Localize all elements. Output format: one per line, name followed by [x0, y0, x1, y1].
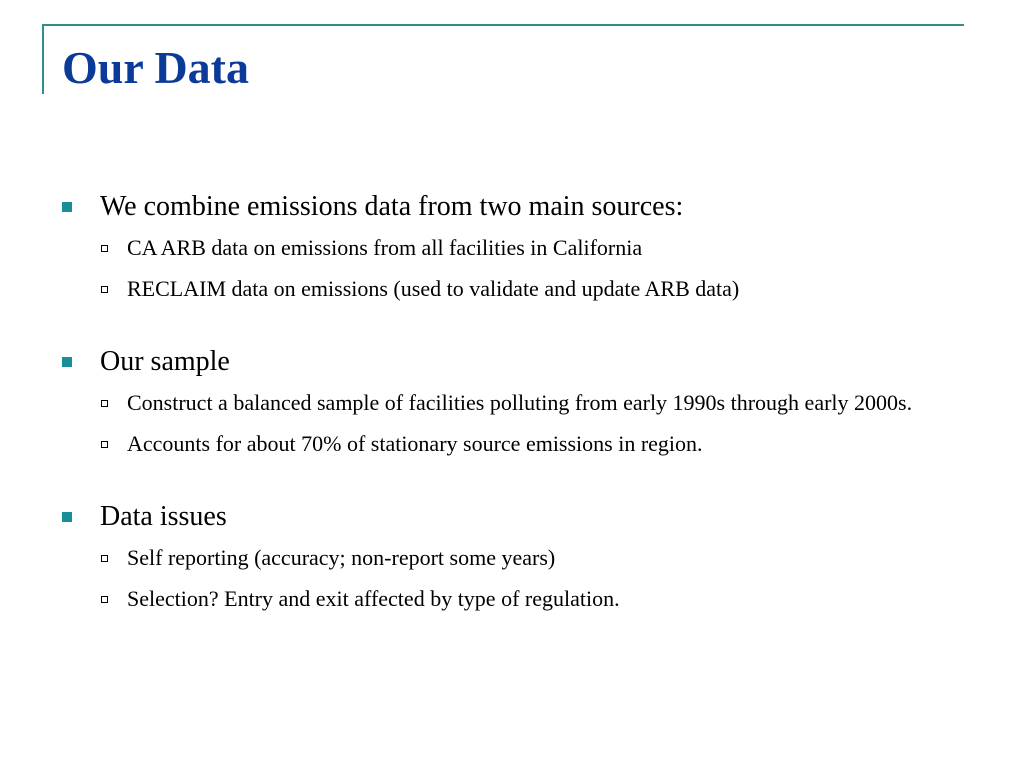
sub-bullet-list [101, 385, 962, 461]
sub-bullet-text: CA ARB data on emissions from all facilities in California [127, 235, 643, 260]
sub-bullet-text: RECLAIM data on emissions (used to validate and update ARB data) [127, 276, 740, 301]
sub-bullet-text: Construct a balanced sample of facilities polluting from early 1990s through early 2000s. [127, 390, 913, 415]
bullet-text: Our sample [100, 346, 230, 377]
sub-bullet [101, 581, 962, 616]
square-bullet-icon [62, 357, 72, 367]
sub-bullet-list [101, 540, 962, 616]
bullet-text: We combine emissions data from two main sources: [100, 191, 684, 222]
bullet-group-issues [62, 497, 962, 616]
hollow-square-bullet-icon [101, 286, 108, 293]
sub-bullet-text: Accounts for about 70% of stationary source emissions in region. [127, 431, 703, 456]
title-frame-vertical-line [42, 24, 44, 94]
slide-content [62, 187, 962, 652]
bullet-level1 [62, 187, 962, 227]
sub-bullet [101, 540, 962, 575]
sub-bullet [101, 271, 962, 306]
sub-bullet [101, 385, 962, 420]
slide-title: Our Data [62, 42, 249, 93]
bullet-level1 [62, 497, 962, 537]
sub-bullet-list [101, 230, 962, 306]
sub-bullet-text: Self reporting (accuracy; non-report some years) [127, 545, 556, 570]
sub-bullet [101, 230, 962, 265]
square-bullet-icon [62, 512, 72, 522]
hollow-square-bullet-icon [101, 245, 108, 252]
sub-bullet-text: Selection? Entry and exit affected by type of regulation. [127, 586, 620, 611]
sub-bullet [101, 426, 962, 461]
bullet-level1 [62, 342, 962, 382]
hollow-square-bullet-icon [101, 441, 108, 448]
hollow-square-bullet-icon [101, 555, 108, 562]
bullet-group-sample [62, 342, 962, 461]
bullet-group-sources [62, 187, 962, 306]
square-bullet-icon [62, 202, 72, 212]
hollow-square-bullet-icon [101, 596, 108, 603]
hollow-square-bullet-icon [101, 400, 108, 407]
bullet-text: Data issues [100, 501, 227, 532]
title-frame-horizontal-line [42, 24, 964, 26]
